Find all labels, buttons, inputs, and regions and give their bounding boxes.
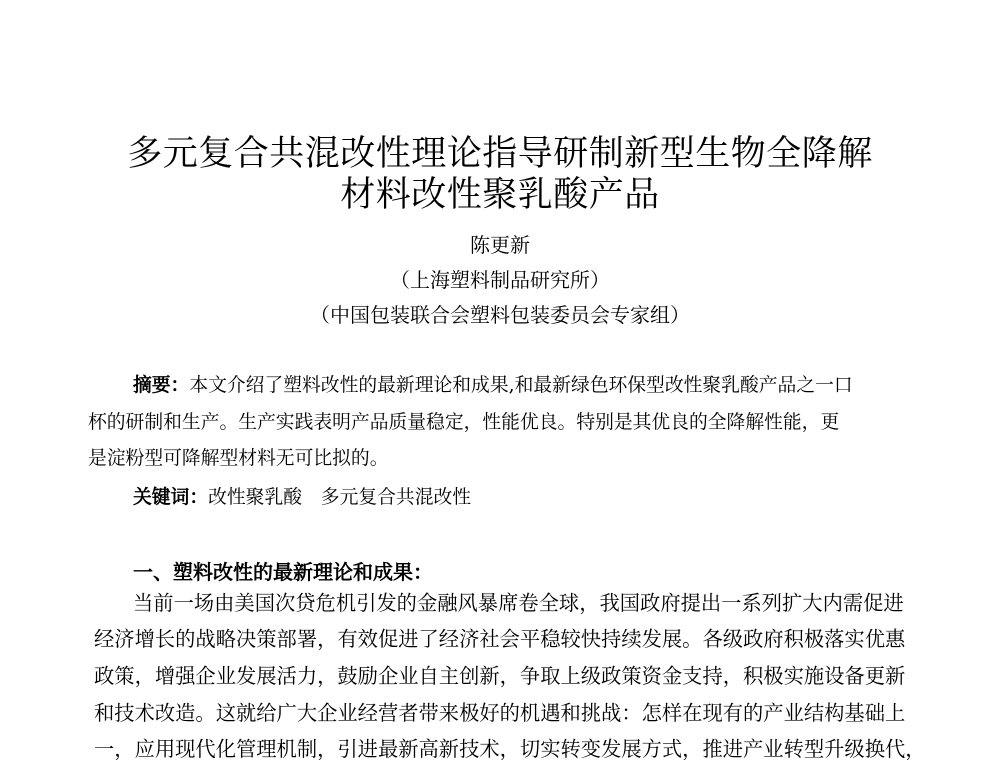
author-name: 陈更新	[470, 233, 530, 257]
paper-title-line-2: 材料改性聚乳酸产品	[340, 175, 660, 215]
abstract-line-3: 是淀粉型可降解型材料无可比拟的。	[88, 448, 389, 469]
body-paragraph-line: 当前一场由美国次贷危机引发的金融风暴席卷全球，我国政府提出一系列扩大内需促进	[133, 591, 904, 615]
abstract-line-1	[133, 372, 963, 399]
body-paragraph-line: 和技术改造。这就给广大企业经营者带来极好的机遇和挑战：怎样在现有的产业结构基础上	[94, 701, 906, 725]
affiliation-1: （上海塑料制品研究所）	[390, 268, 610, 292]
body-paragraph-line: 一，应用现代化管理机制，引进最新高新技术，切实转变发展方式，推进产业转型升级换代，	[94, 737, 926, 760]
keywords-text: 改性聚乳酸 多元复合共混改性	[208, 487, 472, 508]
section-heading: 一、塑料改性的最新理论和成果：	[133, 560, 433, 584]
keywords-label: 关键词：	[133, 486, 209, 508]
paper-title-line-1: 多元复合共混改性理论指导研制新型生物全降解	[127, 134, 873, 174]
abstract-text-1: 本文介绍了塑料改性的最新理论和成果,和最新绿色环保型改性聚乳酸产品之一口	[189, 375, 853, 396]
body-paragraph-line: 政策，增强企业发展活力，鼓励企业自主创新，争取上级政策资金支持，积极实施设备更新	[94, 664, 906, 688]
affiliation-2: （中国包装联合会塑料包装委员会专家组）	[310, 303, 690, 327]
abstract-label: 摘要：	[133, 374, 190, 396]
abstract-line-2: 杯的研制和生产。生产实践表明产品质量稳定，性能优良。特别是其优良的全降解性能，更	[88, 412, 840, 433]
keywords-line	[133, 484, 963, 511]
body-paragraph-line: 经济增长的战略决策部署，有效促进了经济社会平稳较快持续发展。各级政府积极落实优惠	[94, 627, 906, 651]
